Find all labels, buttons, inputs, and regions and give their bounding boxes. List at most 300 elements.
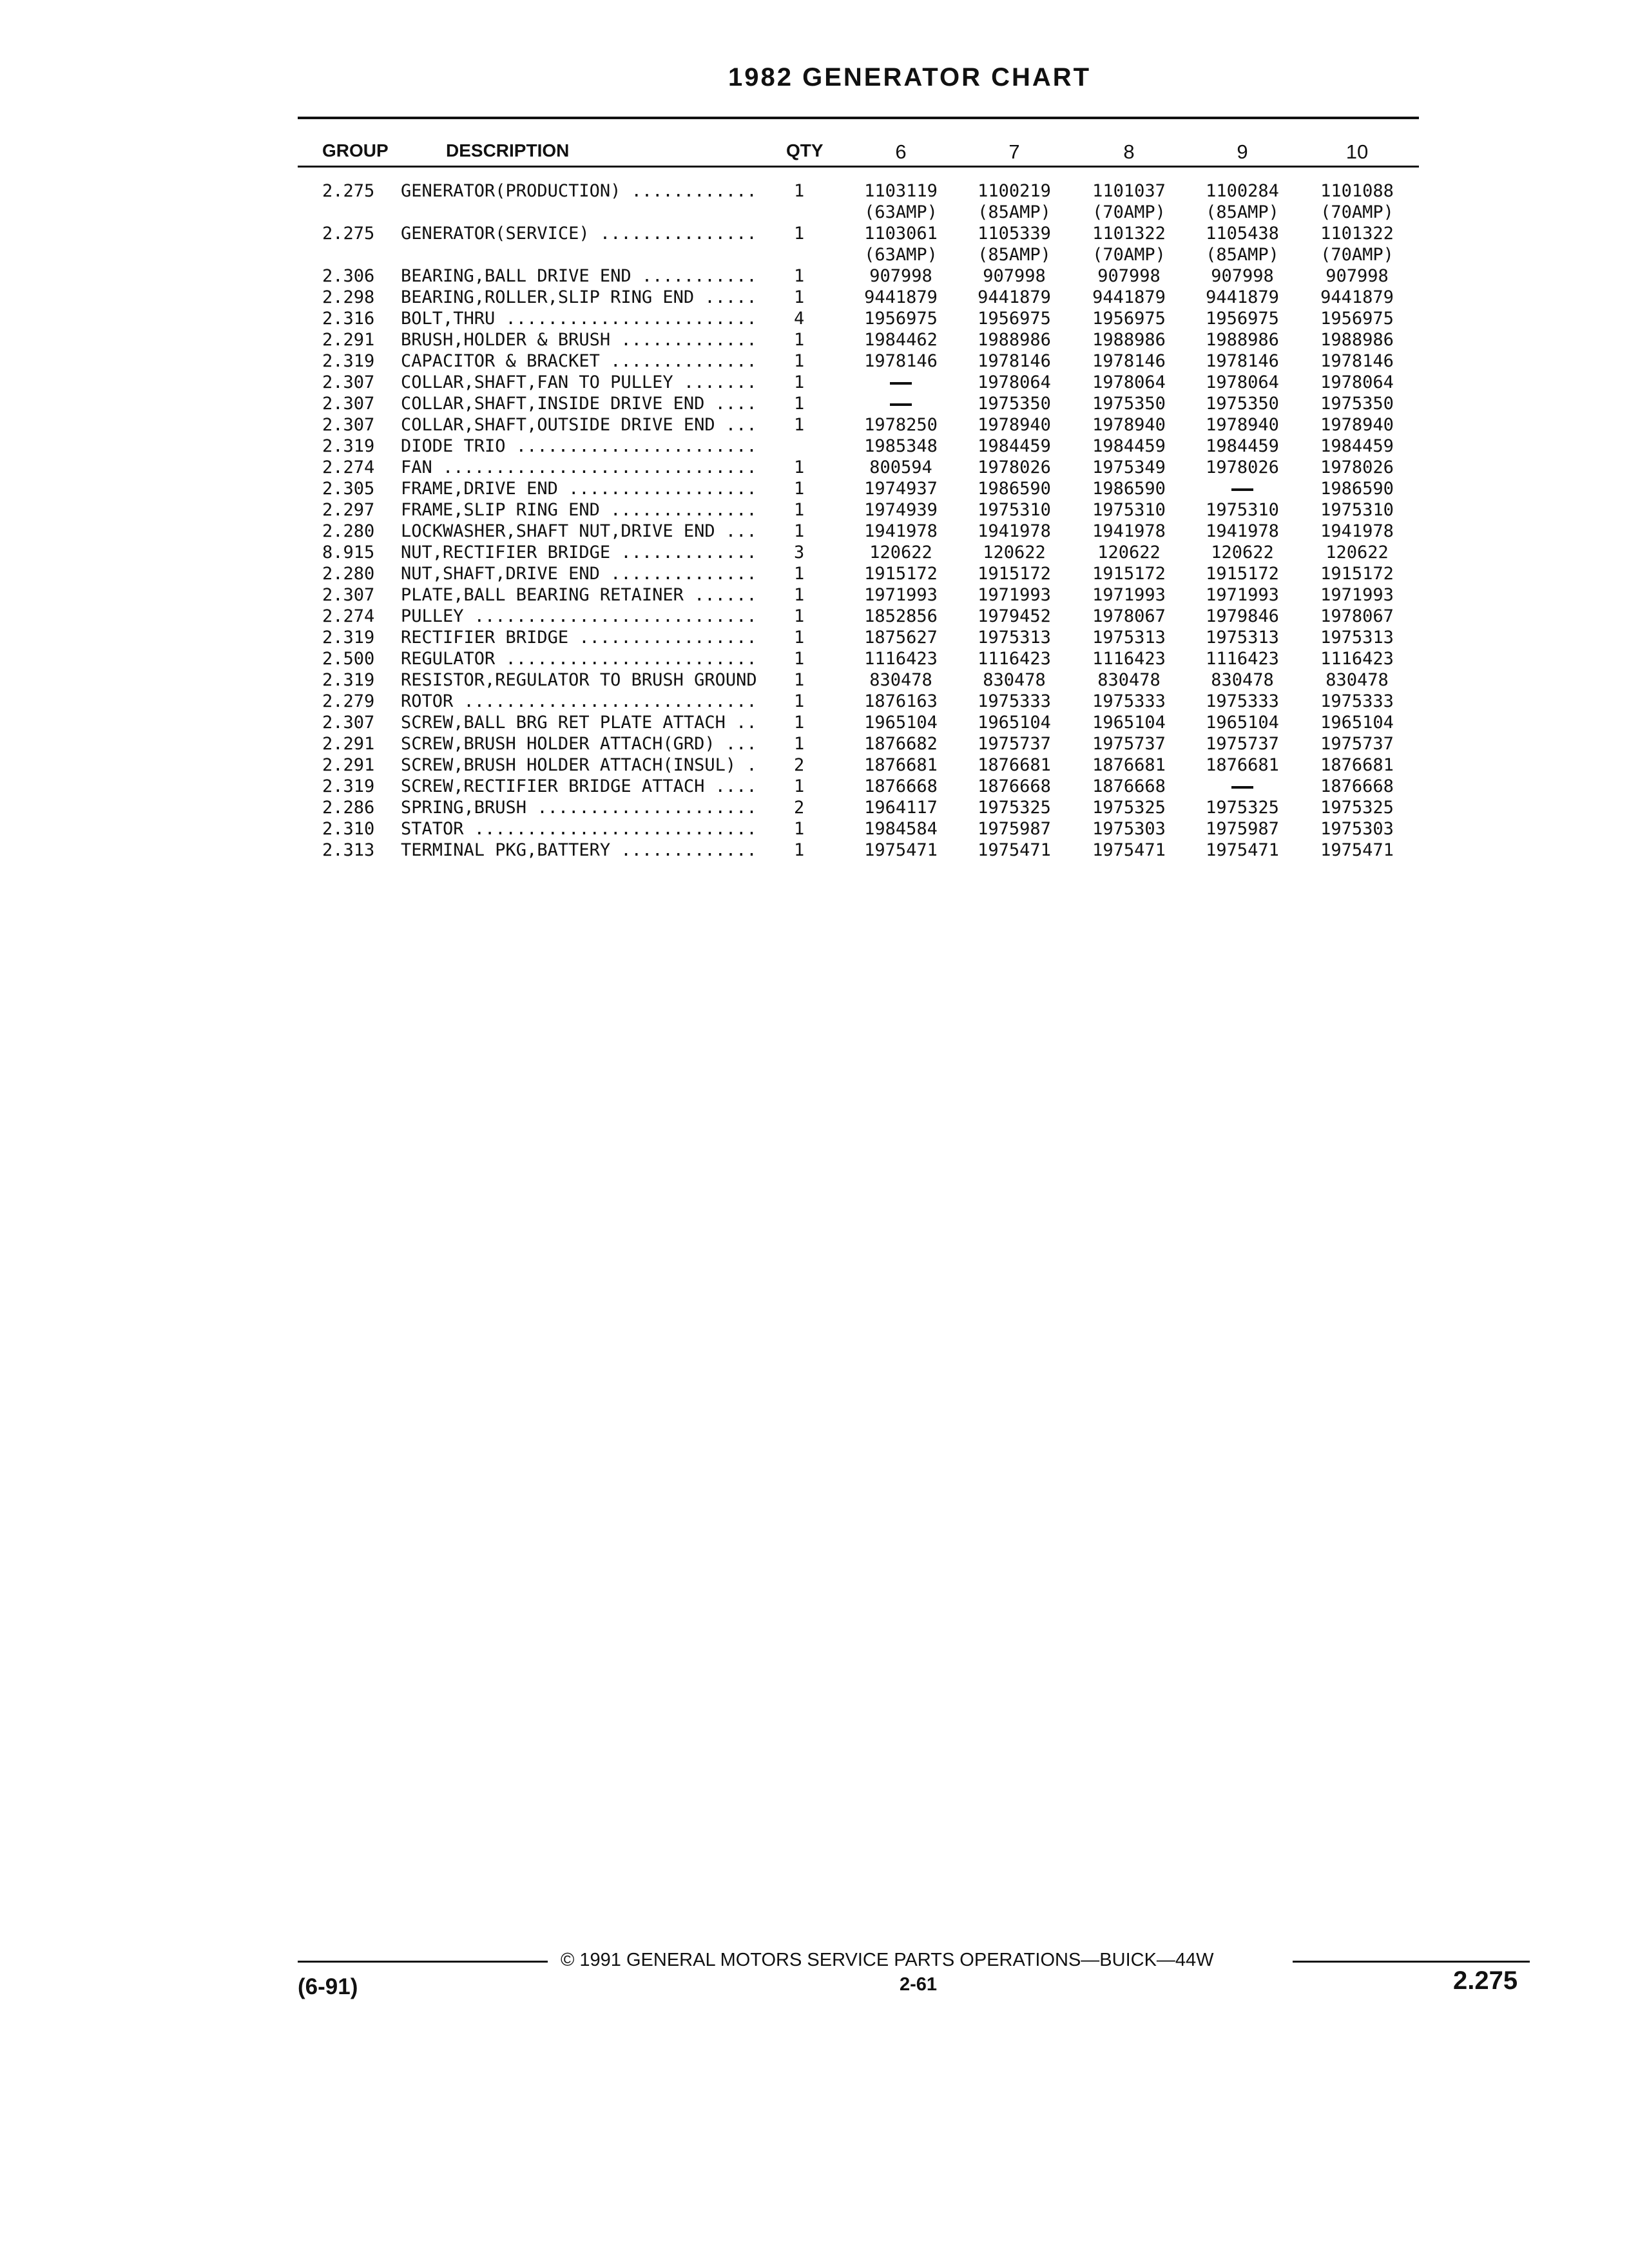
part-number-cell: 1975471 <box>864 840 938 860</box>
table-row <box>0 436 1629 457</box>
qty-cell: 1 <box>794 479 805 499</box>
description-cell: STATOR ........................... <box>401 819 757 839</box>
table-row <box>0 797 1629 818</box>
group-cell: 2.307 <box>322 415 375 435</box>
not-applicable-dash <box>1231 488 1253 491</box>
part-number-cell: 1975313 <box>978 628 1051 648</box>
description-cell: COLLAR,SHAFT,INSIDE DRIVE END .... <box>401 394 757 414</box>
part-number: 1101037 <box>1092 181 1166 201</box>
part-number-cell: 1965104 <box>1092 713 1166 733</box>
part-number-cell: 1975325 <box>1320 798 1394 818</box>
qty-cell: 1 <box>794 713 805 733</box>
qty-cell: 2 <box>794 755 805 775</box>
group-cell: 2.307 <box>322 585 375 605</box>
table-row <box>0 606 1629 627</box>
part-number-cell: 1971993 <box>864 585 938 605</box>
amp-rating: (63AMP) <box>864 245 938 265</box>
amp-rating: (85AMP) <box>1206 245 1279 265</box>
part-number-cell <box>1191 478 1294 499</box>
amp-rating: (85AMP) <box>978 202 1051 222</box>
part-number-cell <box>1191 223 1294 265</box>
part-number-cell: 1852856 <box>864 606 938 626</box>
table-row <box>0 733 1629 754</box>
part-number-cell: 1978026 <box>1320 457 1394 477</box>
not-applicable-dash <box>890 382 912 385</box>
footer-rule-right <box>1293 1961 1530 1963</box>
group-cell: 2.313 <box>322 840 375 860</box>
part-number-cell: 1971993 <box>1092 585 1166 605</box>
part-number-cell: 1978067 <box>1092 606 1166 626</box>
table-row <box>0 840 1629 861</box>
part-number-cell: 1975313 <box>1206 628 1279 648</box>
part-number: 1103119 <box>864 181 938 201</box>
part-number-cell: 1978026 <box>1206 457 1279 477</box>
part-number-cell: 1975737 <box>1320 734 1394 754</box>
part-number-cell: 1876681 <box>864 755 938 775</box>
part-number-cell <box>1191 180 1294 223</box>
description-cell: COLLAR,SHAFT,OUTSIDE DRIVE END ... <box>401 415 757 435</box>
part-number-cell: 1975333 <box>1092 691 1166 711</box>
table-row <box>0 308 1629 329</box>
part-number-cell: 830478 <box>983 670 1046 690</box>
table-row <box>0 584 1629 606</box>
part-number-cell: 1978146 <box>1206 351 1279 371</box>
group-cell: 8.915 <box>322 543 375 562</box>
part-number: 1101322 <box>1320 224 1394 244</box>
part-number-cell <box>1306 180 1409 223</box>
description-cell: CAPACITOR & BRACKET .............. <box>401 351 757 371</box>
part-number-cell: 120622 <box>983 543 1046 562</box>
part-number-cell: 1988986 <box>1092 330 1166 350</box>
part-number-cell: 120622 <box>1325 543 1389 562</box>
description-cell: COLLAR,SHAFT,FAN TO PULLEY ....... <box>401 372 757 392</box>
part-number-cell: 1956975 <box>864 309 938 329</box>
part-number-cell: 1979452 <box>978 606 1051 626</box>
qty-cell: 1 <box>794 734 805 754</box>
part-number: 1103061 <box>864 224 938 244</box>
group-cell: 2.319 <box>322 776 375 796</box>
page-title: 1982 GENERATOR CHART <box>728 63 1092 91</box>
table-row <box>0 265 1629 287</box>
part-number-cell: 1941978 <box>978 521 1051 541</box>
table-row <box>0 351 1629 372</box>
header-rule <box>298 166 1419 168</box>
group-cell: 2.306 <box>322 266 375 286</box>
part-number-cell: 1876681 <box>1320 755 1394 775</box>
group-cell: 2.279 <box>322 691 375 711</box>
part-number-cell: 1116423 <box>978 649 1051 669</box>
part-number-cell: 1971993 <box>1206 585 1279 605</box>
group-cell: 2.275 <box>322 181 375 201</box>
qty-cell: 1 <box>794 649 805 669</box>
part-number-cell: 1975313 <box>1092 628 1166 648</box>
group-cell: 2.274 <box>322 457 375 477</box>
table-row <box>0 712 1629 733</box>
table-row <box>0 818 1629 840</box>
top-rule <box>298 117 1419 119</box>
table-row <box>0 627 1629 648</box>
part-number-cell: 1975303 <box>1320 819 1394 839</box>
part-number-cell: 1985348 <box>864 436 938 456</box>
part-number-cell: 1975471 <box>1320 840 1394 860</box>
description-cell: BEARING,ROLLER,SLIP RING END ..... <box>401 287 757 307</box>
part-number-cell: 1941978 <box>1320 521 1394 541</box>
part-number-cell <box>963 180 1066 223</box>
revision-date: (6-91) <box>298 1974 358 1999</box>
part-number-cell: 830478 <box>1211 670 1274 690</box>
part-number-cell: 907998 <box>1097 266 1161 286</box>
part-number-cell: 1988986 <box>978 330 1051 350</box>
part-number-cell: 1964117 <box>864 798 938 818</box>
part-number-cell: 1876681 <box>1092 755 1166 775</box>
part-number-cell: 1986590 <box>1320 479 1394 499</box>
part-number-cell: 1915172 <box>978 564 1051 584</box>
amp-rating: (63AMP) <box>864 202 938 222</box>
qty-cell: 1 <box>794 330 805 350</box>
group-cell: 2.298 <box>322 287 375 307</box>
table-row <box>0 521 1629 542</box>
qty-cell: 1 <box>794 670 805 690</box>
group-cell: 2.274 <box>322 606 375 626</box>
part-number-cell: 1876668 <box>864 776 938 796</box>
qty-cell: 1 <box>794 564 805 584</box>
group-cell: 2.280 <box>322 521 375 541</box>
header-col-8: 8 <box>1123 140 1135 163</box>
part-number-cell: 1978940 <box>1320 415 1394 435</box>
description-cell: BEARING,BALL DRIVE END ........... <box>401 266 757 286</box>
part-number-cell: 1975737 <box>1092 734 1166 754</box>
description-cell: REGULATOR ........................ <box>401 649 757 669</box>
group-cell: 2.307 <box>322 394 375 414</box>
qty-cell: 4 <box>794 309 805 329</box>
part-number-cell: 1941978 <box>1092 521 1166 541</box>
part-number-cell: 1978064 <box>1206 372 1279 392</box>
part-number-cell: 907998 <box>1211 266 1274 286</box>
qty-cell: 1 <box>794 287 805 307</box>
not-applicable-dash <box>890 403 912 406</box>
part-number-cell: 1975310 <box>1206 500 1279 520</box>
qty-cell: 1 <box>794 372 805 392</box>
part-number-cell: 1876668 <box>978 776 1051 796</box>
description-cell: SCREW,BRUSH HOLDER ATTACH(GRD) ... <box>401 734 757 754</box>
header-col-10: 10 <box>1345 140 1369 163</box>
part-number-cell: 1975325 <box>978 798 1051 818</box>
table-row <box>0 669 1629 691</box>
description-cell: DIODE TRIO ....................... <box>401 436 757 456</box>
part-number-cell: 1975333 <box>978 691 1051 711</box>
description-cell: SCREW,BALL BRG RET PLATE ATTACH .. <box>401 713 757 733</box>
group-cell: 2.297 <box>322 500 375 520</box>
part-number-cell: 1984462 <box>864 330 938 350</box>
page-number: 2-61 <box>900 1974 938 1995</box>
header-col-6: 6 <box>895 140 907 163</box>
group-cell: 2.500 <box>322 649 375 669</box>
qty-cell: 2 <box>794 798 805 818</box>
part-number-cell: 9441879 <box>978 287 1051 307</box>
group-cell: 2.307 <box>322 372 375 392</box>
parts-table <box>0 180 1629 861</box>
group-cell: 2.305 <box>322 479 375 499</box>
part-number-cell: 1975350 <box>1320 394 1394 414</box>
part-number: 1101322 <box>1092 224 1166 244</box>
part-number-cell: 1984459 <box>978 436 1051 456</box>
part-number-cell <box>1077 223 1181 265</box>
part-number-cell: 830478 <box>869 670 932 690</box>
qty-cell: 3 <box>794 543 805 562</box>
part-number-cell <box>849 180 952 223</box>
part-number-cell: 1875627 <box>864 628 938 648</box>
qty-cell: 1 <box>794 819 805 839</box>
part-number-cell: 1876668 <box>1092 776 1166 796</box>
amp-rating: (70AMP) <box>1320 245 1394 265</box>
qty-cell: 1 <box>794 351 805 371</box>
part-number-cell: 830478 <box>1097 670 1161 690</box>
table-row <box>0 223 1629 265</box>
description-cell: SCREW,RECTIFIER BRIDGE ATTACH .... <box>401 776 757 796</box>
qty-cell: 1 <box>794 266 805 286</box>
qty-cell: 1 <box>794 415 805 435</box>
part-number-cell: 1975987 <box>978 819 1051 839</box>
table-row <box>0 372 1629 393</box>
part-number-cell: 1978146 <box>864 351 938 371</box>
part-number-cell: 1984459 <box>1320 436 1394 456</box>
part-number-cell: 1116423 <box>864 649 938 669</box>
group-cell: 2.319 <box>322 628 375 648</box>
part-number-cell: 1978064 <box>978 372 1051 392</box>
amp-rating: (70AMP) <box>1320 202 1394 222</box>
part-number-cell: 1116423 <box>1320 649 1394 669</box>
part-number-cell: 1975987 <box>1206 819 1279 839</box>
description-cell: SCREW,BRUSH HOLDER ATTACH(INSUL) . <box>401 755 757 775</box>
table-row <box>0 648 1629 669</box>
part-number-cell: 1975325 <box>1092 798 1166 818</box>
part-number-cell: 1965104 <box>864 713 938 733</box>
description-cell: ROTOR ............................ <box>401 691 757 711</box>
footer-rule-left <box>298 1961 548 1963</box>
part-number: 1101088 <box>1320 181 1394 201</box>
table-row <box>0 393 1629 414</box>
part-number-cell: 830478 <box>1325 670 1389 690</box>
part-number-cell: 1956975 <box>978 309 1051 329</box>
part-number-cell: 1975350 <box>1206 394 1279 414</box>
amp-rating: (85AMP) <box>978 245 1051 265</box>
part-number-cell: 1116423 <box>1206 649 1279 669</box>
part-number-cell: 1978064 <box>1092 372 1166 392</box>
description-cell: LOCKWASHER,SHAFT NUT,DRIVE END ... <box>401 521 757 541</box>
part-number-cell: 1956975 <box>1320 309 1394 329</box>
description-cell: GENERATOR(PRODUCTION) ............ <box>401 181 757 201</box>
part-number-cell <box>849 223 952 265</box>
part-number-cell: 1975350 <box>978 394 1051 414</box>
part-number-cell <box>1306 223 1409 265</box>
amp-rating: (70AMP) <box>1092 245 1166 265</box>
part-number-cell: 120622 <box>1097 543 1161 562</box>
part-number: 1105438 <box>1206 224 1279 244</box>
part-number-cell: 1978146 <box>978 351 1051 371</box>
not-applicable-dash <box>1231 786 1253 789</box>
description-cell: BOLT,THRU ........................ <box>401 309 757 329</box>
qty-cell: 1 <box>794 521 805 541</box>
group-cell: 2.286 <box>322 798 375 818</box>
table-row <box>0 542 1629 563</box>
description-cell: PLATE,BALL BEARING RETAINER ...... <box>401 585 757 605</box>
part-number-cell: 1876681 <box>978 755 1051 775</box>
part-number-cell: 1975737 <box>1206 734 1279 754</box>
description-cell: TERMINAL PKG,BATTERY ............. <box>401 840 757 860</box>
header-col-9: 9 <box>1237 140 1248 163</box>
part-number-cell: 1984459 <box>1206 436 1279 456</box>
table-row <box>0 563 1629 584</box>
qty-cell: 1 <box>794 224 805 244</box>
qty-cell: 1 <box>794 691 805 711</box>
part-number-cell: 1975333 <box>1320 691 1394 711</box>
qty-cell: 1 <box>794 585 805 605</box>
group-cell: 2.291 <box>322 755 375 775</box>
qty-cell: 1 <box>794 394 805 414</box>
part-number-cell: 1978026 <box>978 457 1051 477</box>
group-cell: 2.319 <box>322 436 375 456</box>
description-cell: SPRING,BRUSH ..................... <box>401 798 757 818</box>
part-number-cell: 1876163 <box>864 691 938 711</box>
part-number-cell <box>849 372 952 393</box>
part-number-cell: 1876682 <box>864 734 938 754</box>
group-cell: 2.291 <box>322 734 375 754</box>
table-row <box>0 329 1629 351</box>
part-number-cell: 120622 <box>1211 543 1274 562</box>
part-number-cell: 1975471 <box>1092 840 1166 860</box>
part-number: 1105339 <box>978 224 1051 244</box>
part-number-cell: 1978067 <box>1320 606 1394 626</box>
part-number-cell: 1956975 <box>1092 309 1166 329</box>
group-cell: 2.275 <box>322 224 375 244</box>
part-number-cell: 120622 <box>869 543 932 562</box>
part-number-cell: 1986590 <box>1092 479 1166 499</box>
part-number-cell: 1978146 <box>1320 351 1394 371</box>
table-row <box>0 287 1629 308</box>
description-cell: RESISTOR,REGULATOR TO BRUSH GROUND <box>401 670 757 690</box>
part-number-cell: 1978940 <box>978 415 1051 435</box>
part-number-cell: 1965104 <box>1206 713 1279 733</box>
part-number-cell: 1975737 <box>978 734 1051 754</box>
amp-rating: (85AMP) <box>1206 202 1279 222</box>
group-cell: 2.307 <box>322 713 375 733</box>
qty-cell: 1 <box>794 776 805 796</box>
part-number-cell: 1988986 <box>1206 330 1279 350</box>
part-number-cell: 1975310 <box>978 500 1051 520</box>
description-cell: NUT,SHAFT,DRIVE END .............. <box>401 564 757 584</box>
part-number-cell: 1978146 <box>1092 351 1166 371</box>
part-number-cell: 1978250 <box>864 415 938 435</box>
part-number: 1100219 <box>978 181 1051 201</box>
qty-cell: 1 <box>794 457 805 477</box>
description-cell: GENERATOR(SERVICE) ............... <box>401 224 757 244</box>
part-number-cell: 1941978 <box>864 521 938 541</box>
description-cell: RECTIFIER BRIDGE ................. <box>401 628 757 648</box>
part-number-cell: 9441879 <box>864 287 938 307</box>
part-number-cell: 1971993 <box>1320 585 1394 605</box>
part-number-cell: 1979846 <box>1206 606 1279 626</box>
part-number-cell: 1975350 <box>1092 394 1166 414</box>
part-number-cell: 1978940 <box>1206 415 1279 435</box>
group-cell: 2.291 <box>322 330 375 350</box>
part-number-cell: 800594 <box>869 457 932 477</box>
part-number-cell: 1975471 <box>978 840 1051 860</box>
group-cell: 2.319 <box>322 351 375 371</box>
part-number-cell: 1974937 <box>864 479 938 499</box>
part-number-cell <box>1077 180 1181 223</box>
part-number-cell: 907998 <box>1325 266 1389 286</box>
group-cell: 2.316 <box>322 309 375 329</box>
part-number-cell: 1876668 <box>1320 776 1394 796</box>
part-number-cell: 1978064 <box>1320 372 1394 392</box>
table-row <box>0 478 1629 499</box>
qty-cell: 1 <box>794 840 805 860</box>
part-number-cell: 1975310 <box>1320 500 1394 520</box>
qty-cell: 1 <box>794 628 805 648</box>
part-number-cell: 1915172 <box>1092 564 1166 584</box>
part-number-cell: 1986590 <box>978 479 1051 499</box>
section-number: 2.275 <box>1453 1966 1518 1995</box>
header-col-7: 7 <box>1008 140 1020 163</box>
header-description: DESCRIPTION <box>446 140 570 160</box>
part-number-cell: 1984459 <box>1092 436 1166 456</box>
part-number-cell: 9441879 <box>1092 287 1166 307</box>
table-row <box>0 457 1629 478</box>
table-row <box>0 180 1629 223</box>
part-number-cell: 1915172 <box>1206 564 1279 584</box>
part-number-cell: 1941978 <box>1206 521 1279 541</box>
part-number-cell: 1978940 <box>1092 415 1166 435</box>
description-cell: FRAME,SLIP RING END .............. <box>401 500 757 520</box>
part-number: 1100284 <box>1206 181 1279 201</box>
group-cell: 2.319 <box>322 670 375 690</box>
part-number-cell: 1116423 <box>1092 649 1166 669</box>
part-number-cell: 907998 <box>983 266 1046 286</box>
part-number-cell: 1876681 <box>1206 755 1279 775</box>
table-row <box>0 776 1629 797</box>
part-number-cell: 9441879 <box>1206 287 1279 307</box>
qty-cell: 1 <box>794 606 805 626</box>
part-number-cell: 1975471 <box>1206 840 1279 860</box>
part-number-cell: 907998 <box>869 266 932 286</box>
table-row <box>0 414 1629 436</box>
part-number-cell: 1956975 <box>1206 309 1279 329</box>
part-number-cell: 1965104 <box>978 713 1051 733</box>
qty-cell: 1 <box>794 181 805 201</box>
part-number-cell: 1975313 <box>1320 628 1394 648</box>
part-number-cell: 1975333 <box>1206 691 1279 711</box>
description-cell: BRUSH,HOLDER & BRUSH ............. <box>401 330 757 350</box>
group-cell: 2.280 <box>322 564 375 584</box>
part-number-cell <box>1191 776 1294 797</box>
part-number-cell: 1975325 <box>1206 798 1279 818</box>
part-number-cell: 1988986 <box>1320 330 1394 350</box>
part-number-cell: 1975303 <box>1092 819 1166 839</box>
part-number-cell: 1915172 <box>864 564 938 584</box>
description-cell: FRAME,DRIVE END .................. <box>401 479 757 499</box>
part-number-cell: 1974939 <box>864 500 938 520</box>
header-group: GROUP <box>322 140 389 160</box>
part-number-cell: 1984584 <box>864 819 938 839</box>
header-qty: QTY <box>786 140 824 160</box>
part-number-cell: 9441879 <box>1320 287 1394 307</box>
part-number-cell <box>963 223 1066 265</box>
table-row <box>0 691 1629 712</box>
part-number-cell: 1975349 <box>1092 457 1166 477</box>
part-number-cell: 1915172 <box>1320 564 1394 584</box>
description-cell: PULLEY ........................... <box>401 606 757 626</box>
table-row <box>0 499 1629 521</box>
